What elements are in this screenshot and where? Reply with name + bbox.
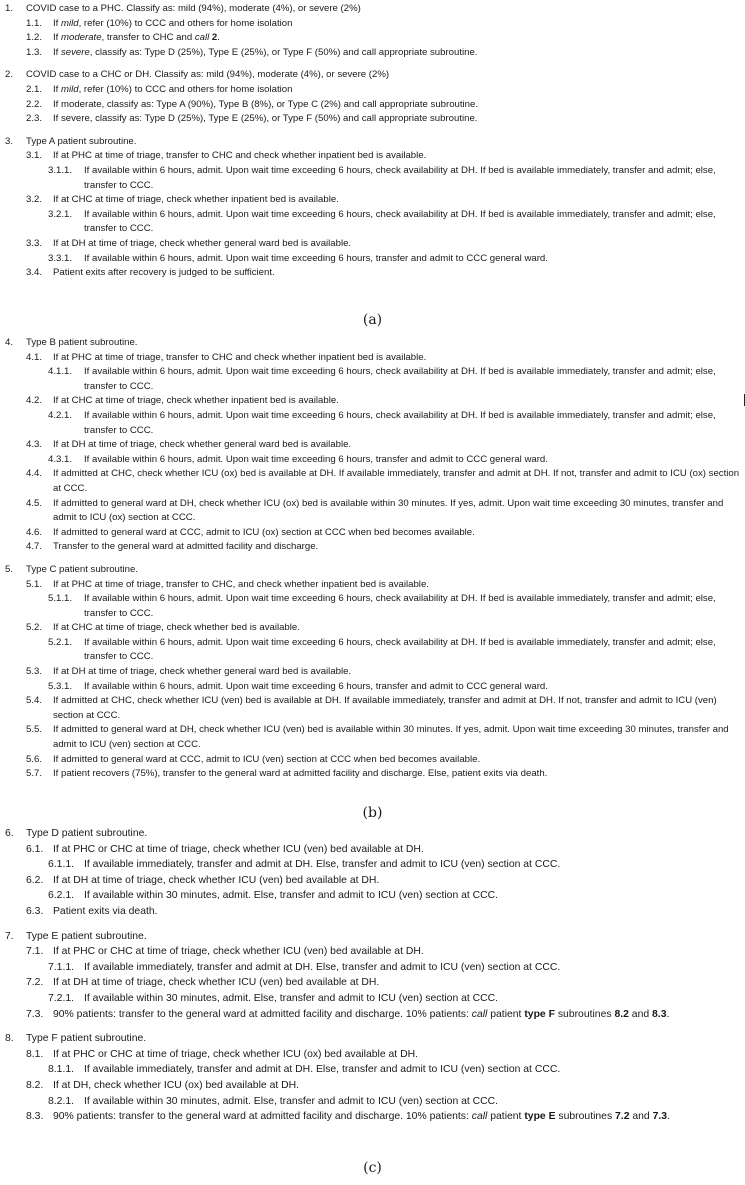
list-item [0, 888, 745, 904]
item-number: 4.6. [26, 526, 43, 538]
item-number: 2. [5, 69, 14, 81]
item-text: Transfer to the general ward at admitted facility and discharge. [53, 541, 319, 553]
list-item [0, 1007, 745, 1023]
item-text: If at CHC at time of triage, check whether bed is available. [53, 622, 300, 634]
item-text: If available immediately, transfer and admit at DH. Else, transfer and admit to ICU (ven) section at CCC. [84, 961, 561, 973]
item-text: COVID case to a PHC. Classify as: mild (94%), moderate (4%), or severe (2%) [26, 3, 361, 14]
list-item [0, 193, 745, 208]
item-text: If available immediately, transfer and admit at DH. Else, transfer and admit to ICU (ven) section at CCC. [84, 1064, 561, 1076]
item-text: If admitted to general ward at CCC, admit to ICU (ven) section at CCC when bed becomes available. [53, 753, 481, 765]
item-text: If moderate, classify as: Type A (90%), Type B (8%), or Type C (2%) and call appropriate subroutine. [53, 98, 478, 110]
item-number: 3.4. [26, 267, 43, 279]
list-item [0, 873, 745, 889]
list-item [0, 991, 745, 1007]
item-number: 5.4. [26, 695, 43, 707]
list-gap [0, 1022, 745, 1031]
item-number: 7.3. [26, 1008, 44, 1020]
list-item [0, 842, 745, 858]
item-text: If at DH at time of triage, check whether ICU (ven) bed available at DH. [53, 977, 380, 989]
list-item [0, 723, 745, 752]
list-item [0, 694, 745, 723]
list-item [0, 904, 745, 920]
item-text: If patient recovers (75%), transfer to the general ward at admitted facility and discharge. Else, patient exits via death. [53, 768, 548, 780]
item-number: 4.4. [26, 468, 43, 480]
item-text: If available within 30 minutes, admit. Else, transfer and admit to ICU (ven) section at CCC. [84, 890, 499, 902]
item-number: 8.1.1. [48, 1064, 74, 1076]
item-number: 5.2. [26, 622, 43, 634]
item-text: If available within 6 hours, admit. Upon wait time exceeding 6 hours, transfer and admit to CCC general ward. [84, 252, 548, 264]
item-text: If at DH at time of triage, check whether general ward bed is available. [53, 237, 352, 249]
item-text: Type C patient subroutine. [26, 563, 138, 575]
item-number: 5.1. [26, 578, 43, 590]
item-number: 6.2.1. [48, 890, 74, 902]
item-number: 4.1. [26, 351, 43, 363]
item-text: Type F patient subroutine. [26, 1033, 147, 1045]
item-text: If at PHC or CHC at time of triage, check whether ICU (ox) bed available at DH. [53, 1048, 418, 1060]
list-item [0, 578, 745, 593]
item-number: 3.3.1. [48, 252, 73, 264]
item-number: 3.1.1. [48, 164, 73, 176]
list-item [0, 621, 745, 636]
item-number: 6.3. [26, 905, 44, 917]
caption-b: (b) [362, 805, 383, 821]
list-item [0, 31, 745, 46]
item-text: If at DH at time of triage, check whether ICU (ven) bed available at DH. [53, 874, 380, 886]
list-item [0, 453, 745, 468]
list-item [0, 46, 745, 61]
item-text: If admitted at CHC, check whether ICU (ox) bed is available at DH. If available immediately, transfer and admit at DH. If not, transfer and admit to ICU (ox) section at CCC. [53, 468, 740, 494]
item-text: If at DH, check whether ICU (ox) bed available at DH. [53, 1079, 300, 1091]
section-a-list [0, 2, 745, 281]
item-text: 90% patients: transfer to the general ward at admitted facility and discharge. 10% patients: call patient type E subroutines 7.2 and 7.3. [53, 1111, 670, 1123]
item-text: If available within 6 hours, admit. Upon wait time exceeding 6 hours, transfer and admit to CCC general ward. [84, 680, 548, 692]
item-number: 6.2. [26, 874, 44, 886]
item-number: 7.2. [26, 977, 44, 989]
list-item [0, 960, 745, 976]
list-item [0, 467, 745, 496]
item-text: Type A patient subroutine. [26, 135, 137, 147]
item-number: 7.1. [26, 946, 44, 958]
list-item [0, 68, 745, 83]
item-number: 5.3. [26, 666, 43, 678]
item-text: If mild, refer (10%) to CCC and others for home isolation [53, 17, 293, 29]
item-text: If available within 6 hours, admit. Upon wait time exceeding 6 hours, check availability at DH. If bed is available immediately, transfer and admit; else, transfer to CCC. [84, 593, 716, 619]
item-text: If severe, classify as: Type D (25%), Type E (25%), or Type F (50%) and call appropriate subroutine. [53, 113, 478, 125]
item-number: 2.2. [26, 98, 43, 110]
item-text: If at PHC at time of triage, transfer to CHC and check whether inpatient bed is available. [53, 351, 427, 363]
item-number: 3.2.1. [48, 208, 73, 220]
item-number: 6.1.1. [48, 859, 74, 871]
item-text: If at CHC at time of triage, check whether inpatient bed is available. [53, 194, 339, 206]
list-item [0, 409, 745, 438]
list-item [0, 252, 745, 267]
list-item [0, 1078, 745, 1094]
item-number: 5.5. [26, 724, 43, 736]
item-number: 8.1. [26, 1048, 44, 1060]
item-text: Type D patient subroutine. [26, 828, 148, 839]
item-number: 1.3. [26, 46, 43, 58]
list-item [0, 336, 745, 351]
list-item [0, 665, 745, 680]
item-text: If at PHC at time of triage, transfer to CHC and check whether inpatient bed is available. [53, 150, 427, 162]
item-text: If moderate, transfer to CHC and call 2. [53, 32, 220, 44]
item-text: If admitted to general ward at CCC, admit to ICU (ox) section at CCC when bed becomes available. [53, 526, 475, 538]
item-text: If available within 6 hours, admit. Upon wait time exceeding 6 hours, check availability at DH. If bed is available immediately, transfer and admit; else, transfer to CCC. [84, 636, 716, 663]
item-number: 5.1.1. [48, 593, 73, 605]
item-text: If at PHC or CHC at time of triage, check whether ICU (ven) bed available at DH. [53, 946, 424, 958]
item-number: 8.2. [26, 1079, 44, 1091]
list-gap [0, 920, 745, 929]
item-number: 2.3. [26, 113, 43, 125]
item-text: If at PHC or CHC at time of triage, check whether ICU (ven) bed available at DH. [53, 843, 424, 855]
item-text: If admitted to general ward at DH, check whether ICU (ox) bed is available within 30 minutes. If yes, admit. Upon wait time exceeding 30 minutes, transfer and admit to ICU (ox) section at CCC. [53, 497, 724, 524]
list-item [0, 1094, 745, 1110]
item-text: If at DH at time of triage, check whether general ward bed is available. [53, 666, 352, 678]
list-item [0, 237, 745, 252]
section-c-list [0, 826, 745, 1125]
item-text: COVID case to a CHC or DH. Classify as: mild (94%), moderate (4%), or severe (2%) [26, 69, 390, 81]
list-gap [0, 60, 745, 68]
item-number: 1. [5, 3, 14, 14]
item-text: If available immediately, transfer and admit at DH. Else, transfer and admit to ICU (ven) section at CCC. [84, 859, 561, 871]
caption-c: (c) [363, 1160, 382, 1176]
item-text: If severe, classify as: Type D (25%), Type E (25%), or Type F (50%) and call appropriate subroutine. [53, 46, 478, 58]
item-number: 2.1. [26, 83, 43, 95]
item-number: 3. [5, 135, 14, 147]
item-text: If at PHC at time of triage, transfer to CHC, and check whether inpatient bed is available. [53, 578, 429, 590]
list-item [0, 17, 745, 32]
list-item [0, 929, 745, 945]
list-gap [0, 555, 745, 563]
item-number: 6. [5, 828, 14, 839]
list-item [0, 540, 745, 555]
item-number: 1.2. [26, 32, 43, 44]
list-item [0, 636, 745, 665]
item-number: 4.2.1. [48, 409, 73, 421]
item-number: 8.2.1. [48, 1095, 74, 1107]
list-item [0, 1109, 745, 1125]
item-number: 4.3.1. [48, 453, 73, 465]
item-text: If available within 30 minutes, admit. Else, transfer and admit to ICU (ven) section at CCC. [84, 1095, 499, 1107]
item-number: 5.2.1. [48, 636, 73, 648]
item-text: If available within 6 hours, admit. Upon wait time exceeding 6 hours, check availability at DH. If bed is available immediately, transfer and admit; else, transfer to CCC. [84, 409, 716, 436]
item-number: 8.3. [26, 1111, 44, 1123]
list-item [0, 975, 745, 991]
item-text: Type B patient subroutine. [26, 337, 138, 348]
list-item [0, 208, 745, 237]
list-item [0, 826, 745, 842]
item-number: 5.6. [26, 753, 43, 765]
item-text: If available within 6 hours, admit. Upon wait time exceeding 6 hours, transfer and admit to CCC general ward. [84, 453, 548, 465]
item-number: 5.3.1. [48, 680, 73, 692]
list-item [0, 164, 745, 193]
item-text: If admitted to general ward at DH, check whether ICU (ven) bed is available within 30 minutes. If yes, admit. Upon wait time exceeding 30 minutes, transfer and admit to ICU (ven) section at CCC. [53, 724, 729, 751]
item-text: If at DH at time of triage, check whether general ward bed is available. [53, 439, 352, 451]
list-item [0, 135, 745, 150]
list-item [0, 767, 745, 782]
item-number: 3.2. [26, 194, 43, 206]
list-item [0, 753, 745, 768]
item-text: If at CHC at time of triage, check whether inpatient bed is available. [53, 395, 339, 407]
item-number: 8. [5, 1033, 14, 1045]
list-item [0, 365, 745, 394]
item-number: 5.7. [26, 768, 43, 780]
item-text: If available within 30 minutes, admit. Else, transfer and admit to ICU (ven) section at CCC. [84, 992, 499, 1004]
list-item [0, 1031, 745, 1047]
list-item [0, 592, 745, 621]
item-text: Patient exits after recovery is judged to be sufficient. [53, 267, 275, 279]
item-number: 4.5. [26, 497, 43, 509]
list-item [0, 2, 745, 17]
list-item [0, 944, 745, 960]
item-number: 4.3. [26, 439, 43, 451]
item-number: 4.1.1. [48, 366, 73, 378]
list-item [0, 394, 745, 409]
item-number: 4.2. [26, 395, 43, 407]
item-text: If mild, refer (10%) to CCC and others for home isolation [53, 83, 293, 95]
caption-a: (a) [362, 312, 383, 328]
item-text: Type E patient subroutine. [26, 930, 147, 942]
item-number: 1.1. [26, 17, 43, 29]
item-number: 7.1.1. [48, 961, 74, 973]
item-number: 6.1. [26, 843, 44, 855]
list-item [0, 351, 745, 366]
list-item [0, 149, 745, 164]
item-number: 4.7. [26, 541, 43, 553]
item-number: 7. [5, 930, 14, 942]
section-b-list [0, 336, 745, 782]
item-number: 4. [5, 337, 14, 348]
list-item [0, 857, 745, 873]
list-item [0, 98, 745, 113]
list-item [0, 83, 745, 98]
list-item [0, 438, 745, 453]
item-text: Patient exits via death. [53, 905, 158, 917]
item-text: If admitted at CHC, check whether ICU (ven) bed is available at DH. If available immediately, transfer and admit at DH. If not, transfer and admit to ICU (ven) section at CCC. [53, 695, 717, 721]
item-number: 5. [5, 563, 14, 575]
list-item [0, 497, 745, 526]
item-number: 7.2.1. [48, 992, 74, 1004]
item-text: If available within 6 hours, admit. Upon wait time exceeding 6 hours, check availability at DH. If bed is available immediately, transfer and admit; else, transfer to CCC. [84, 164, 716, 191]
list-item [0, 1047, 745, 1063]
list-item [0, 1062, 745, 1078]
list-item [0, 680, 745, 695]
item-number: 3.1. [26, 150, 43, 162]
item-number: 3.3. [26, 237, 43, 249]
list-item [0, 112, 745, 127]
list-item [0, 266, 745, 281]
list-item [0, 563, 745, 578]
item-text: 90% patients: transfer to the general ward at admitted facility and discharge. 10% patients: call patient type F subroutines 8.2 and 8.3. [53, 1008, 670, 1020]
item-text: If available within 6 hours, admit. Upon wait time exceeding 6 hours, check availability at DH. If bed is available immediately, transfer and admit; else, transfer to CCC. [84, 366, 716, 392]
list-gap [0, 127, 745, 135]
list-item [0, 526, 745, 541]
item-text: If available within 6 hours, admit. Upon wait time exceeding 6 hours, check availability at DH. If bed is available immediately, transfer and admit; else, transfer to CCC. [84, 208, 716, 235]
